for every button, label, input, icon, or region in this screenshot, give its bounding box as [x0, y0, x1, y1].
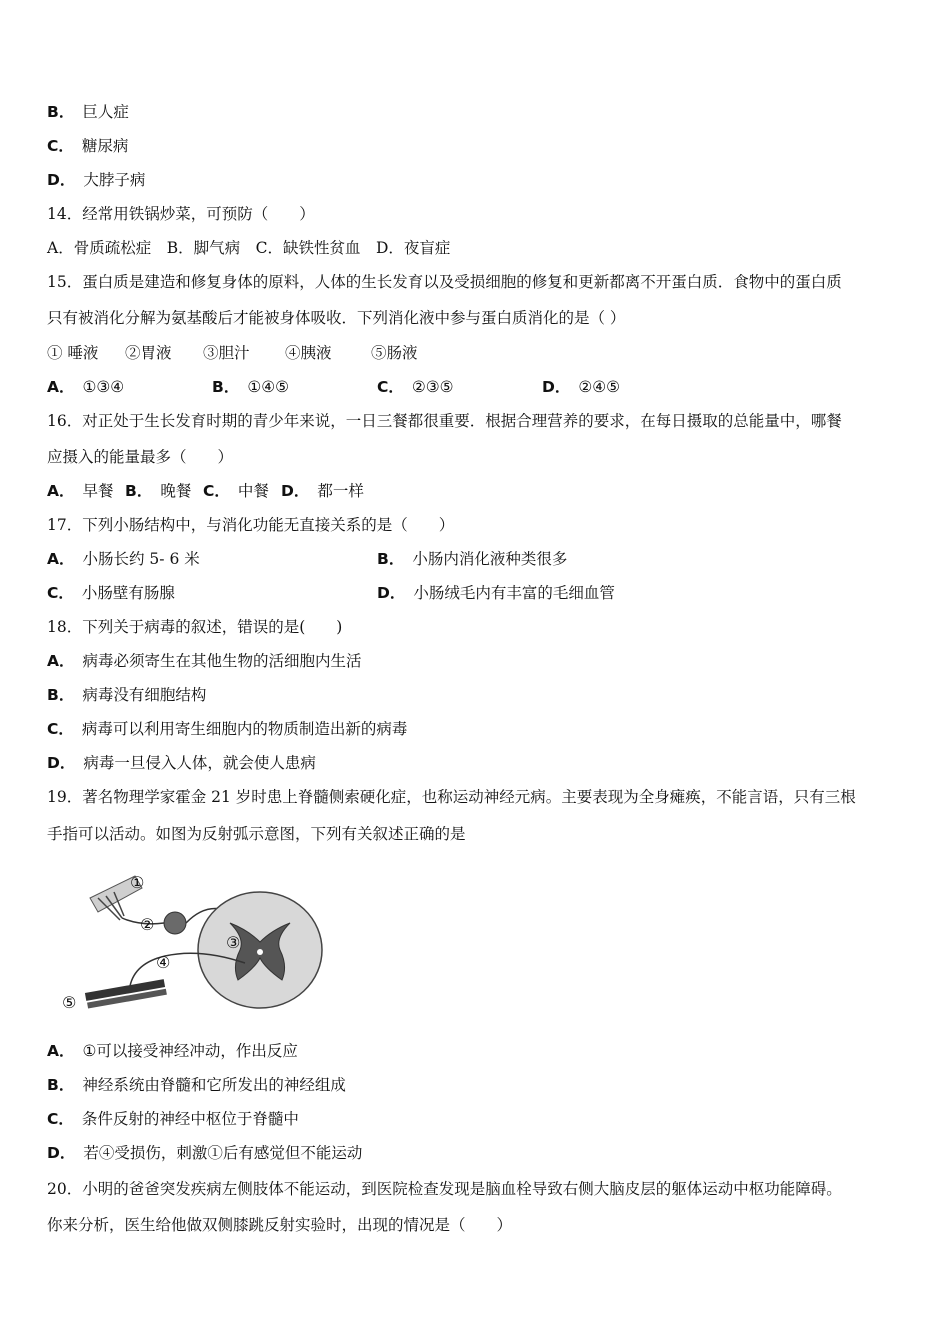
q17-stem: 17．下列小肠结构中，与消化功能无直接关系的是（ ） — [47, 516, 455, 534]
q19-option-b: B． 神经系统由脊髓和它所发出的神经组成 — [47, 1076, 346, 1094]
q16-option-a: A． 早餐 — [47, 482, 114, 500]
q18-option-b: B． 病毒没有细胞结构 — [47, 686, 207, 704]
q15-stem-line1: 15．蛋白质是建造和修复身体的原料，人体的生长发育以及受损细胞的修复和更新都离不开蛋白质．食物中的蛋白质 — [47, 273, 842, 291]
q17-option-a: A． 小肠长约 5- 6 米 — [47, 550, 200, 568]
q15-option-b: B． ①④⑤ — [212, 378, 290, 396]
q15-option-c: C． ②③⑤ — [377, 378, 454, 396]
q19-option-d: D． 若④受损伤，刺激①后有感觉但不能运动 — [47, 1144, 363, 1162]
q18-option-d: D． 病毒一旦侵入人体，就会使人患病 — [47, 754, 316, 772]
q20-stem-line2: 你来分析，医生给他做双侧膝跳反射实验时，出现的情况是（ ） — [47, 1216, 513, 1234]
label-2: ② — [140, 915, 155, 934]
q19-option-a: A． ①可以接受神经冲动，作出反应 — [47, 1042, 298, 1060]
q14-options: A．骨质疏松症 B．脚气病 C．缺铁性贫血 D．夜盲症 — [47, 239, 451, 257]
label-1: ① — [130, 873, 145, 892]
q15-option-a: A． ①③④ — [47, 378, 125, 396]
q19-stem-line1: 19．著名物理学家霍金 21 岁时患上脊髓侧索硬化症，也称运动神经元病。主要表现为全身瘫痪，不能言语，只有三根 — [47, 788, 856, 806]
q13-option-b: B． 巨人症 — [47, 103, 129, 121]
q15-item-3: ③胆汁 — [203, 344, 250, 362]
q18-option-c: C． 病毒可以利用寄生细胞内的物质制造出新的病毒 — [47, 720, 408, 738]
effector-muscle — [85, 979, 167, 1008]
q16-option-d: D． 都一样 — [281, 482, 364, 500]
q15-items — [47, 343, 418, 363]
label-3: ③ — [226, 933, 241, 952]
q18-option-a: A． 病毒必须寄生在其他生物的活细胞内生活 — [47, 652, 362, 670]
label-5: ⑤ — [62, 993, 77, 1012]
q17-option-d: D． 小肠绒毛内有丰富的毛细血管 — [377, 584, 615, 602]
label-4: ④ — [156, 953, 171, 972]
q15-stem-line2: 只有被消化分解为氨基酸后才能被身体吸收．下列消化液中参与蛋白质消化的是（ ） — [47, 309, 626, 327]
q17-option-b: B． 小肠内消化液种类很多 — [377, 550, 568, 568]
q17-option-c: C． 小肠壁有肠腺 — [47, 584, 175, 602]
q13-option-d: D． 大脖子病 — [47, 171, 146, 189]
q19-option-c: C． 条件反射的神经中枢位于脊髓中 — [47, 1110, 299, 1128]
q14-stem: 14．经常用铁锅炒菜，可预防（ ） — [47, 205, 315, 223]
q15-item-1: ① 唾液 — [47, 344, 99, 362]
reflex-arc-diagram — [60, 868, 340, 1018]
q18-stem: 18．下列关于病毒的叙述，错误的是( ) — [47, 618, 343, 636]
q15-option-d: D． ②④⑤ — [542, 378, 621, 396]
q15-options — [47, 377, 620, 397]
q15-item-5: ⑤肠液 — [371, 344, 418, 362]
q20-stem-line1: 20．小明的爸爸突发疾病左侧肢体不能运动，到医院检查发现是脑血栓导致右侧大脑皮层的躯体运动中枢功能障碍。 — [47, 1180, 842, 1198]
q16-stem-line2: 应摄入的能量最多（ ） — [47, 448, 234, 466]
q15-item-2: ②胃液 — [125, 344, 172, 362]
q16-options — [47, 481, 364, 501]
q15-item-4: ④胰液 — [285, 344, 332, 362]
q19-stem-line2: 手指可以活动。如图为反射弧示意图，下列有关叙述正确的是 — [47, 825, 466, 843]
q16-option-c: C． 中餐 — [203, 482, 269, 500]
q13-option-c: C． 糖尿病 — [47, 137, 129, 155]
spinal-cord — [198, 892, 322, 1008]
ganglion — [164, 912, 186, 934]
q16-stem-line1: 16．对正处于生长发育时期的青少年来说，一日三餐都很重要．根据合理营养的要求，在每日摄取的总能量中，哪餐 — [47, 412, 842, 430]
q16-option-b: B． 晚餐 — [125, 482, 192, 500]
